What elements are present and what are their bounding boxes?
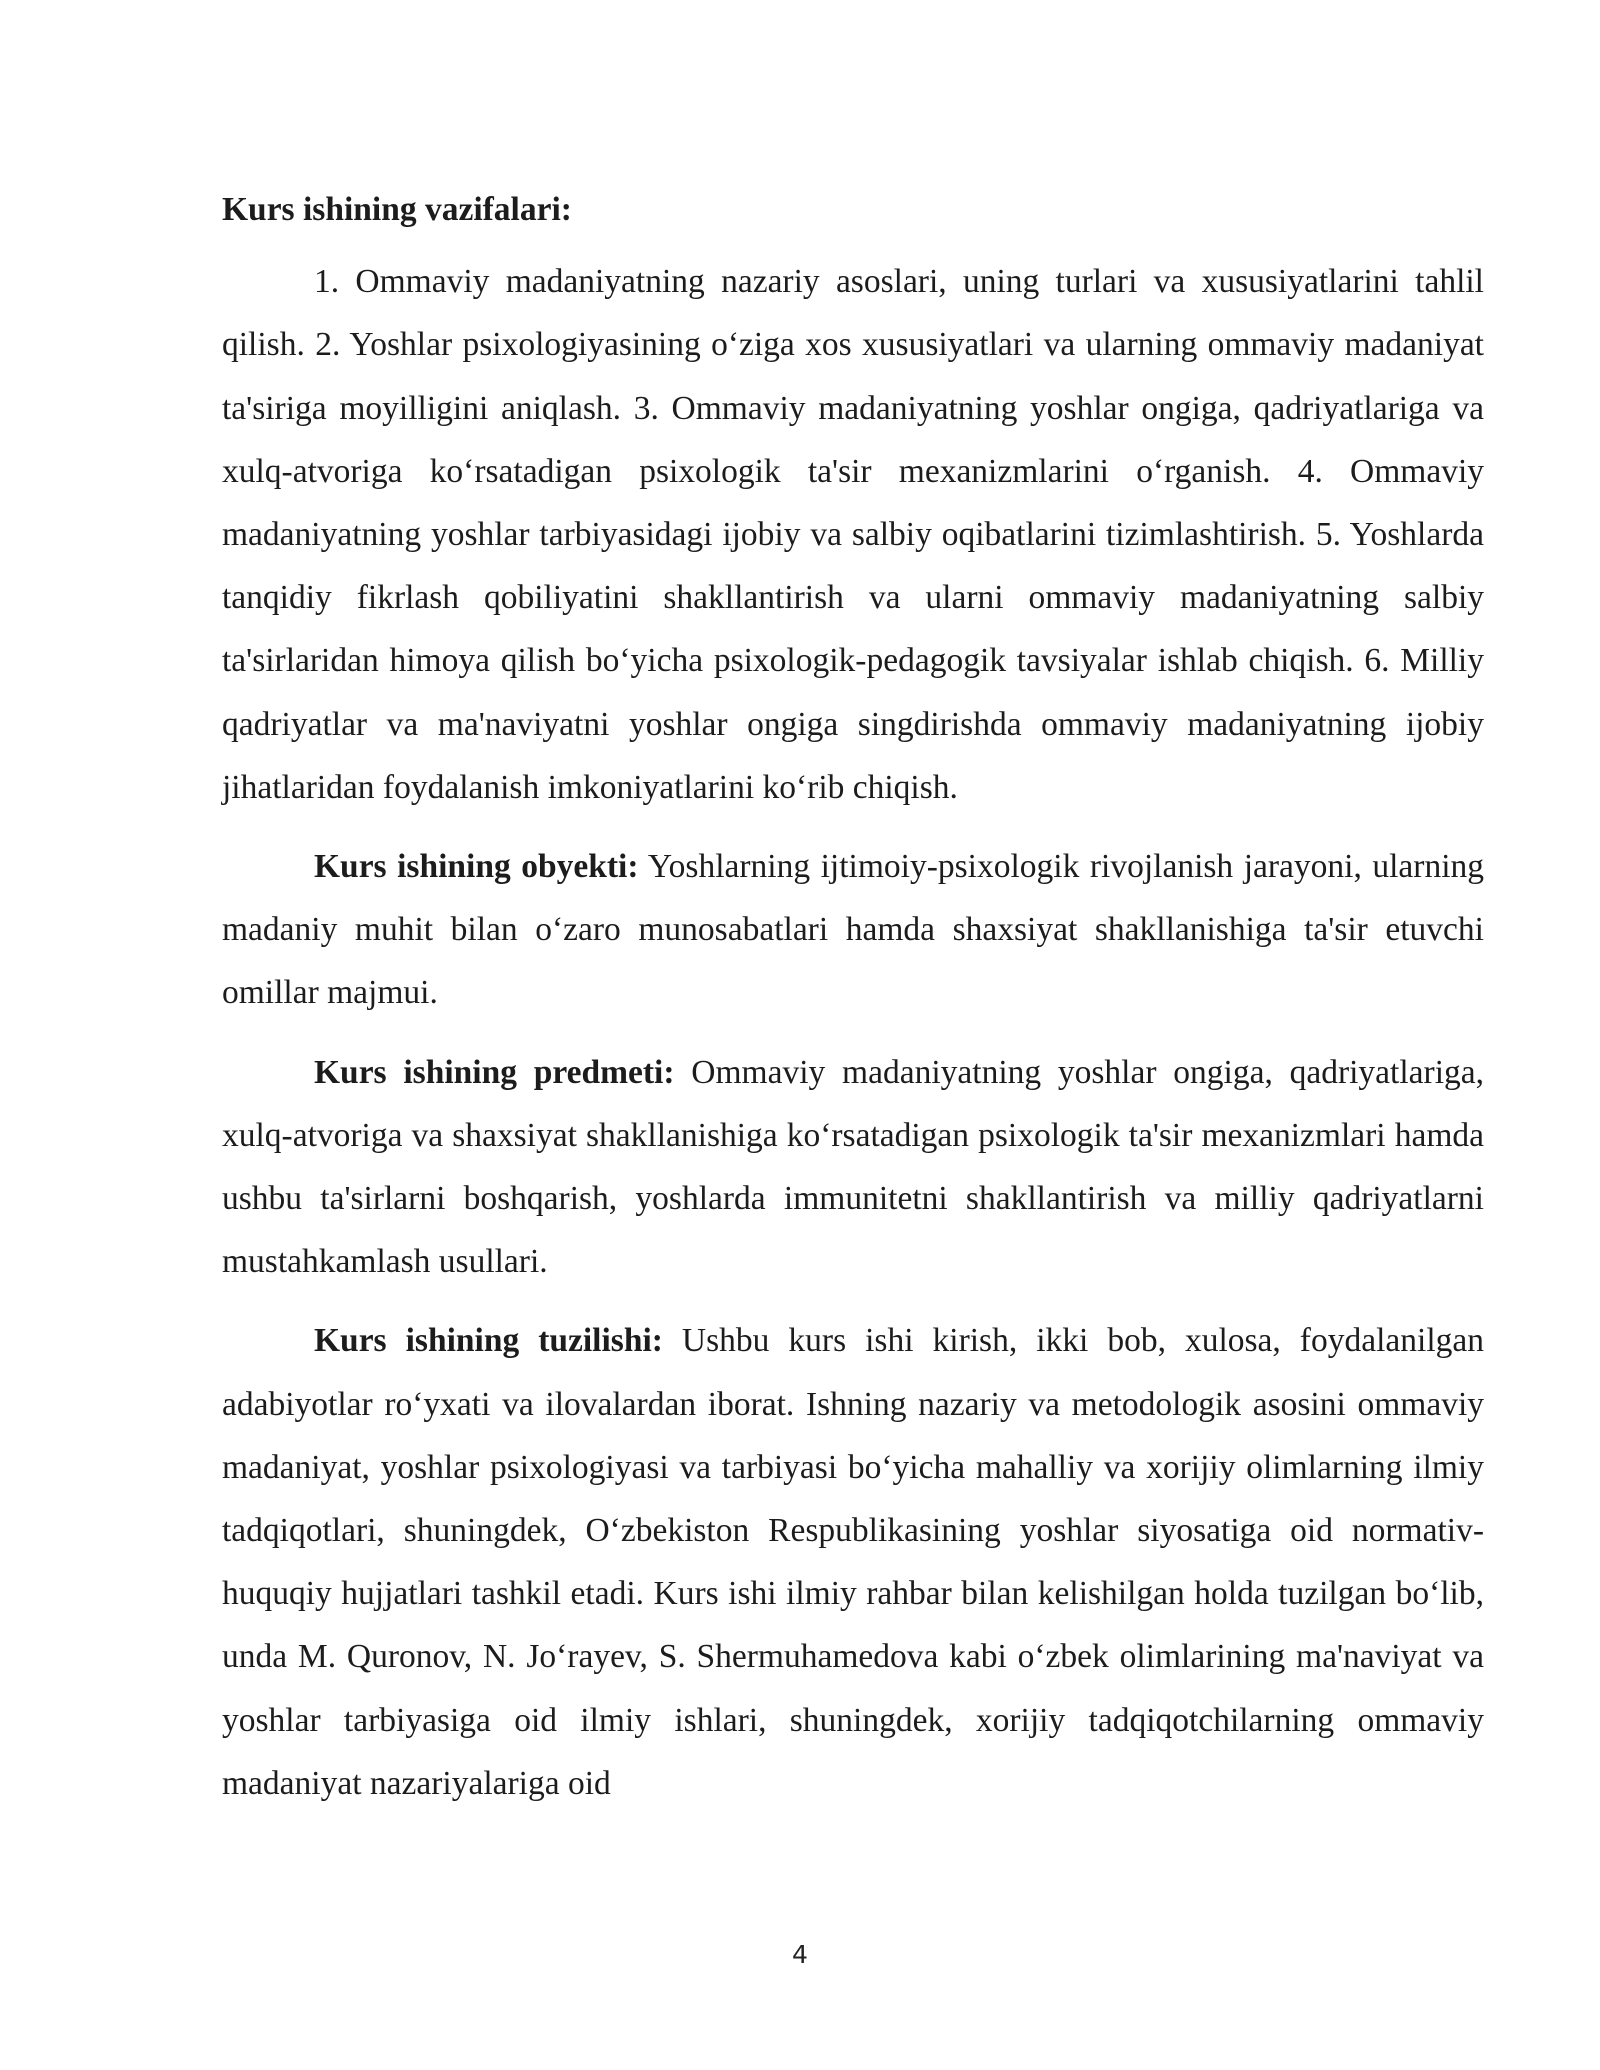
tasks-text: 1. Ommaviy madaniyatning nazariy asoslari, uning turlari va xususiyatlarini tahlil qilish. 2. Yoshlar psixologiyasining o‘ziga xos xususiyatlari va ularning ommaviy madaniyat ta'siriga moyilligini aniqlash. 3. Ommaviy madaniyatning yoshlar ongiga, qadriyatlariga va xulq-atvoriga ko‘rsatadigan psixologik ta'sir mexanizmlarini o‘rganish. 4. Ommaviy madaniyatning yoshlar tarbiyasidagi ijobiy va salbiy oqibatlarini tizimlashtirish. 5. Yoshlarda tanqidiy fikrlash qobiliyatini shakllantirish va ularni ommaviy madaniyatning salbiy ta'sirlaridan himoya qilish bo‘yicha psixologik-pedagogik tavsiyalar ishlab chiqish. 6. Milliy qadriyatlar va ma'naviyatni yoshlar ongiga singdirishda ommaviy madaniyatning ijobiy jihatlaridan foydalanish imkoniyatlarini ko‘rib chiqish. <box>222 263 1484 806</box>
page-number: 4 <box>792 1940 808 1969</box>
tasks-paragraph <box>222 250 1484 819</box>
subject-paragraph <box>222 1041 1484 1294</box>
object-label: Kurs ishining obyekti: <box>314 848 639 886</box>
structure-label: Kurs ishining tuzilishi: <box>314 1322 663 1360</box>
object-paragraph <box>222 835 1484 1025</box>
structure-text: Ushbu kurs ishi kirish, ikki bob, xulosa, foydalanilgan adabiyotlar ro‘yxati va ilovalardan iborat. Ishning nazariy va metodologik asosini ommaviy madaniyat, yoshlar psixologiyasi va tarbiyasi bo‘yicha mahalliy va xorijiy olimlarning ilmiy tadqiqotlari, shuningdek, O‘zbekiston Respublikasining yoshlar siyosatiga oid normativ-huquqiy hujjatlari tashkil etadi. Kurs ishi ilmiy rahbar bilan kelishilgan holda tuzilgan bo‘lib, unda M. Quronov, N. Jo‘rayev, S. Shermuhamedova kabi o‘zbek olimlarining ma'naviyat va yoshlar tarbiyasiga oid ilmiy ishlari, shuningdek, xorijiy tadqiqotchilarning ommaviy madaniyat nazariyalariga oid <box>222 1322 1484 1802</box>
subject-label: Kurs ishining predmeti: <box>314 1053 675 1091</box>
page-body <box>222 178 1484 1831</box>
section-heading: Kurs ishining vazifalari: <box>222 191 572 228</box>
structure-paragraph <box>222 1309 1484 1815</box>
object-text: Yoshlarning ijtimoiy-psixologik rivojlanish jarayoni, ularning madaniy muhit bilan o‘zaro munosabatlari hamda shaxsiyat shakllanishiga ta'sir etuvchi omillar majmui. <box>222 848 1485 1012</box>
subject-text: Ommaviy madaniyatning yoshlar ongiga, qadriyatlariga, xulq-atvoriga va shaxsiyat shakllanishiga ko‘rsatadigan psixologik ta'sir mexanizmlari hamda ushbu ta'sirlarni boshqarish, yoshlarda immunitetni shakllantirish va milliy qadriyatlarni mustahkamlash usullari. <box>222 1053 1484 1281</box>
